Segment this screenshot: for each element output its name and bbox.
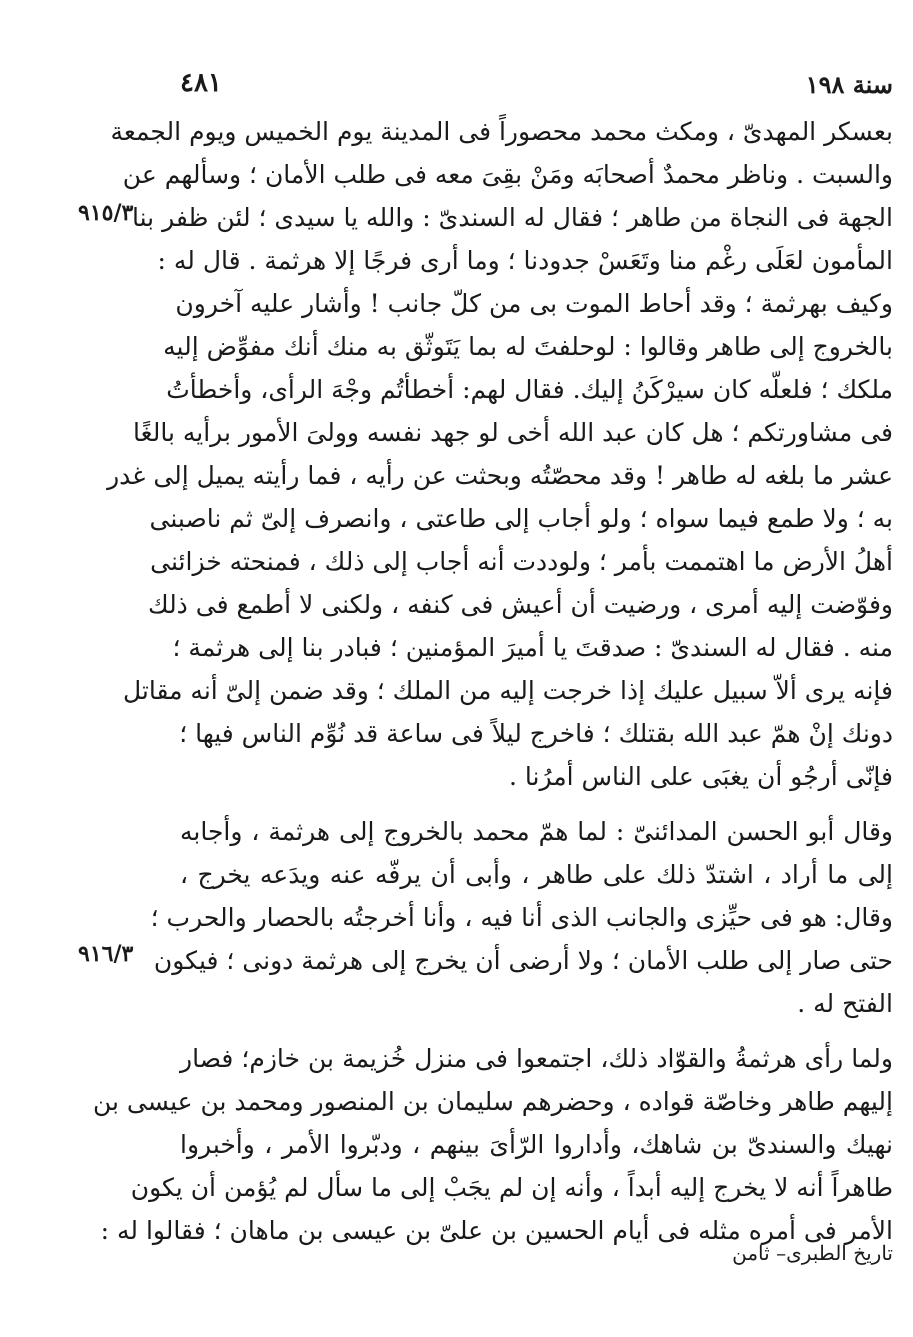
text-line: فإنه يرى ألاّ سبيل عليك إذا خرجت إليه من الملك ؛ وقد ضمن إلىّ أنه مقاتل bbox=[122, 676, 893, 705]
text-line: منه . فقال له السندىّ : صدقتَ يا أميرَ المؤمنين ؛ فبادر بنا إلى هرثمة ؛ bbox=[172, 633, 893, 662]
text-line: الأمر فى أمره مثله فى أيام الحسين بن علىّ بن عيسى بن ماهان ؛ فقالوا له : bbox=[100, 1216, 893, 1245]
text-line: إليهم طاهر وخاصّة قواده ، وحضرهم سليمان بن المنصور ومحمد بن عيسى بن bbox=[93, 1087, 893, 1116]
text-line: الفتح له . bbox=[797, 989, 893, 1018]
text-line: وفوّضت إليه أمرى ، ورضيت أن أعيش فى كنفه ، ولكنى لا أطمع فى ذلك bbox=[148, 590, 893, 619]
paragraph-gap bbox=[180, 798, 893, 810]
text-line: ملكك ؛ فلعلّه كان سيرْكَنُ إليك. فقال لهم: أخطأتُم وجْهَ الرأى، وأخطأتُ bbox=[166, 375, 893, 404]
text-line: حتى صار إلى طلب الأمان ؛ ولا أرضى أن يخرج إلى هرثمة دونى ؛ فيكون bbox=[153, 946, 893, 975]
text-line: عشر ما بلغه له طاهر ! وقد محصّتُه وبحثت عن رأيه ، فما رأيته يميل إلى غدر bbox=[107, 461, 893, 490]
header-year: سنة ١٩٨ bbox=[805, 70, 893, 99]
paragraph-gap bbox=[180, 1025, 893, 1037]
footer-signature: تاريخ الطبرى– ثامن bbox=[732, 1241, 893, 1265]
text-line: بعسكر المهدىّ ، ومكث محمد محصوراً فى المدينة يوم الخميس ويوم الجمعة bbox=[110, 117, 893, 146]
text-line: بالخروج إلى طاهر وقالوا : لوحلفتَ له بما يَتَوثّق به منك أنك مفوِّض إليه bbox=[163, 332, 893, 361]
text-line: دونك إنْ همّ عبد الله بقتلك ؛ فاخرج ليلاً فى ساعة قد نُوِّم الناس فيها ؛ bbox=[179, 719, 893, 748]
margin-reference: ٩١٦/٣ bbox=[78, 941, 134, 967]
text-line: أهلُ الأرض ما اهتممت بأمر ؛ ولوددت أنه أجاب إلى ذلك ، فمنحته خزائنى bbox=[150, 547, 893, 576]
paragraph bbox=[150, 810, 893, 1025]
text-line: الجهة فى النجاة من طاهر ؛ فقال له السندىّ : والله يا سيدى ؛ لئن ظفر بنا bbox=[132, 203, 893, 232]
text-line: والسبت . وناظر محمدٌ أصحابَه ومَنْ بقِىَ معه فى طلب الأمان ؛ وسألهم عن bbox=[122, 160, 893, 189]
text-line: وكيف بهرثمة ؛ وقد أحاط الموت بى من كلّ جانب ! وأشار عليه آخرون bbox=[175, 289, 893, 318]
text-line: إلى ما أراد ، اشتدّ ذلك على طاهر ، وأبى أن يرفّه عنه ويدَعه يخرج ، bbox=[180, 860, 893, 889]
paragraph bbox=[107, 110, 893, 798]
text-line: فى مشاورتكم ؛ هل كان عبد الله أخى لو جهد نفسه وولىَ الأمور برأيه بالغًا bbox=[133, 418, 893, 447]
text-line: المأمون لعَلَى رغْم منا وتَعَسْ جدودنا ؛ وما أرى فرجًا إلا هرثمة . قال له : bbox=[157, 246, 893, 275]
margin-reference: ٩١٥/٣ bbox=[78, 200, 134, 226]
page-number: ٤٨١ bbox=[180, 68, 222, 98]
text-line: فإنّى أرجُو أن يغبَى على الناس أمرُنا . bbox=[508, 762, 893, 791]
text-line: به ؛ ولا طمع فيما سواه ؛ ولو أجاب إلى طاعتى ، وانصرف إلىّ ثم ناصبنى bbox=[149, 504, 893, 533]
text-line: ولما رأى هرثمةُ والقوّاد ذلك، اجتمعوا فى منزل خُزيمة بن خازم؛ فصار bbox=[180, 1044, 893, 1073]
text-line: نهيك والسندىّ بن شاهك، وأداروا الرّأىَ بينهم ، ودبّروا الأمر ، وأخبروا bbox=[180, 1130, 893, 1159]
text-line: وقال أبو الحسن المدائنىّ : لما همّ محمد بالخروج إلى هرثمة ، وأجابه bbox=[180, 817, 893, 846]
text-line: طاهراً أنه لا يخرج إليه أبداً ، وأنه إن لم يجَبْ إلى ما سأل لم يُؤمن أن يكون bbox=[130, 1173, 893, 1202]
running-header bbox=[180, 62, 893, 106]
text-line: وقال: هو فى حيِّزى والجانب الذى أنا فيه ، وأنا أخرجتُه بالحصار والحرب ؛ bbox=[150, 903, 893, 932]
paragraph bbox=[93, 1037, 893, 1252]
